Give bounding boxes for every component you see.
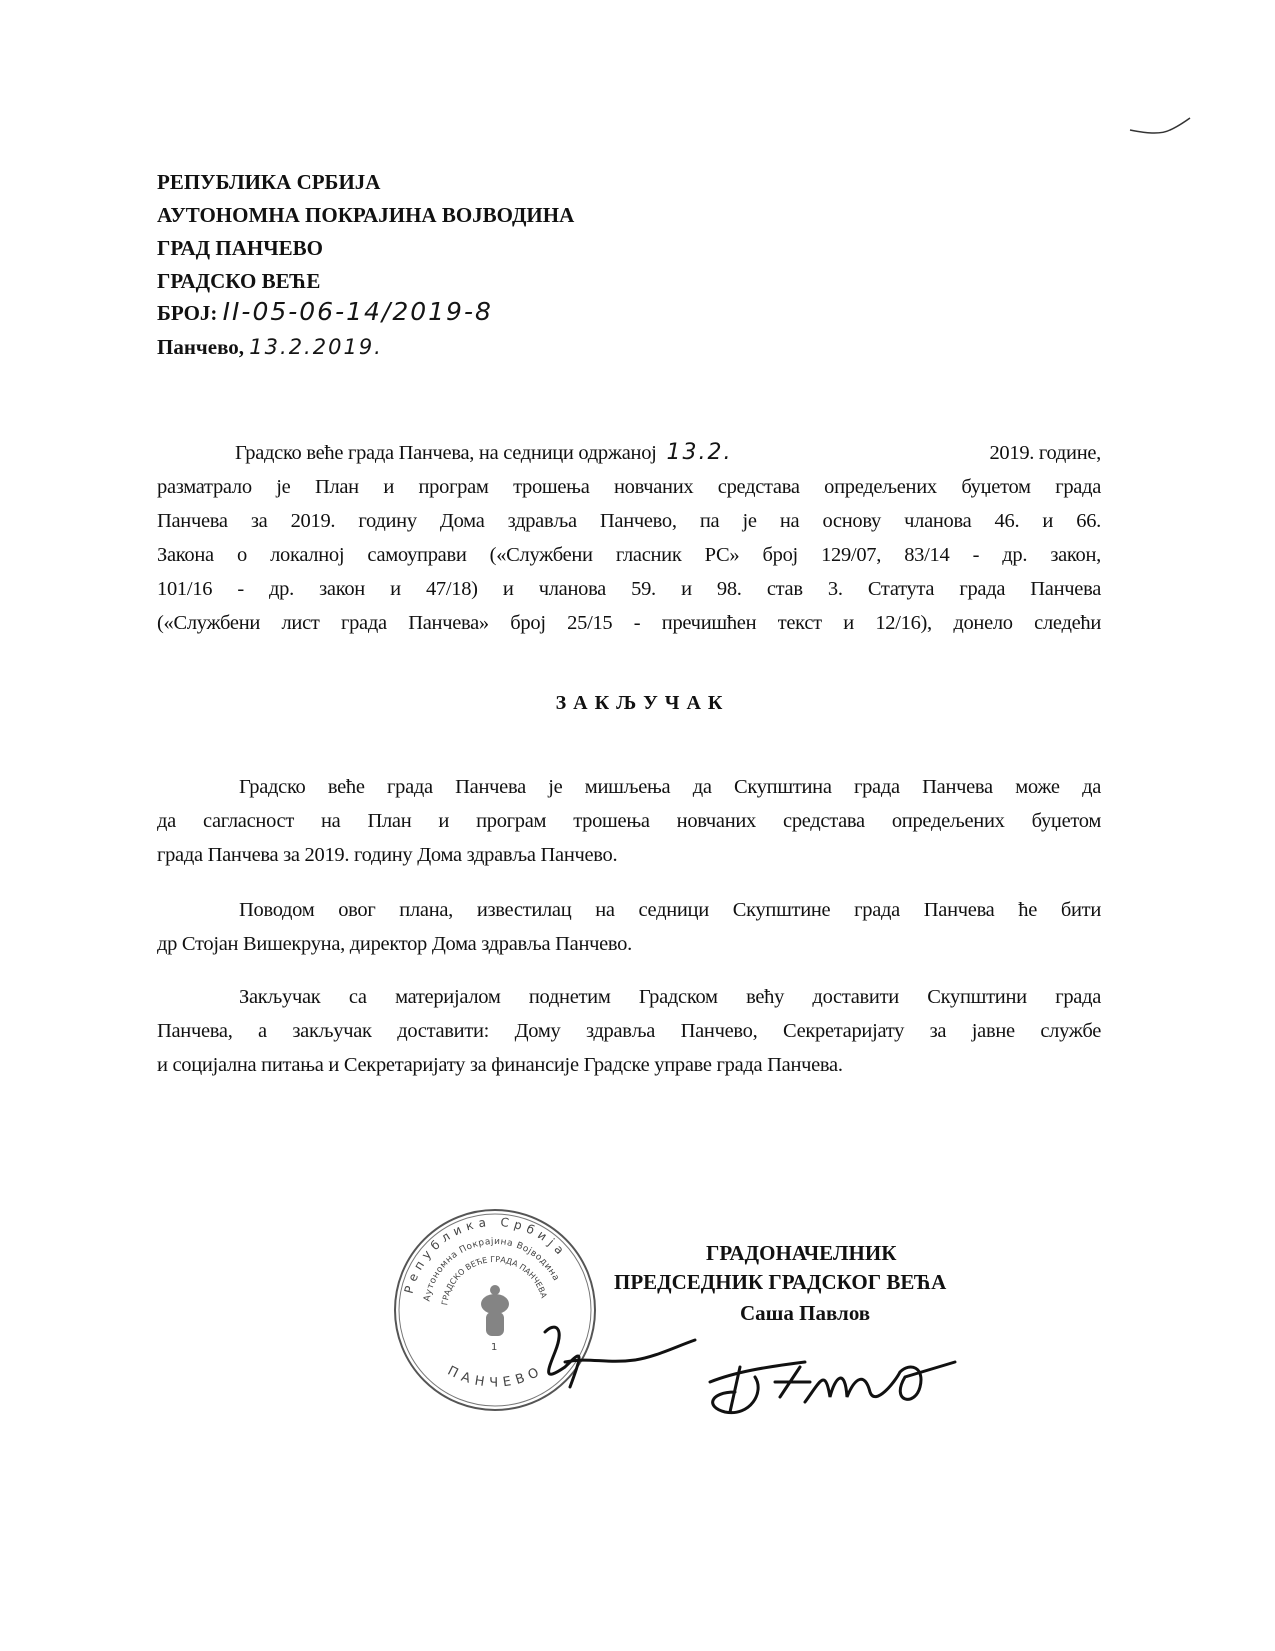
- paragraph-line: др Стојан Вишекруна, директор Дома здравља Панчево.: [157, 933, 632, 955]
- place-label: Панчево,: [157, 335, 245, 359]
- signature-name: Саша Павлов: [740, 1301, 871, 1325]
- header-republic: РЕПУБЛИКА СРБИЈА: [157, 170, 381, 194]
- signature-title-president: ПРЕДСЕДНИК ГРАДСКОГ ВЕЋА: [614, 1270, 947, 1294]
- header-council: ГРАДСКО ВЕЋЕ: [157, 269, 321, 293]
- stamp-middle-text: Аутономна Покрајина Војводина: [422, 1236, 561, 1303]
- svg-text:ПАНЧЕВО: [445, 1363, 545, 1390]
- paragraph-line: да сагласност на План и програм трошења новчаних средстава опредељених буџетом: [157, 810, 1101, 832]
- intro-line: Панчева за 2019. годину Дома здравља Панчево, па је на основу чланова 46. и 66.: [157, 510, 1101, 532]
- document-title: ЗАКЉУЧАК: [555, 692, 730, 714]
- stamp-outer-text: Република Србија: [401, 1214, 571, 1296]
- intro-line: («Службени лист града Панчева» број 25/15 - пречишћен текст и 12/16), донело следећи: [157, 612, 1101, 634]
- header-city: ГРАД ПАНЧЕВО: [157, 236, 323, 260]
- svg-text:Република Србија: [402, 1215, 570, 1295]
- number-handwritten: II-05-06-14/2019-8: [222, 297, 493, 326]
- conclusion-paragraph-1: [157, 770, 1101, 872]
- intro-text-year: 2019. године,: [989, 442, 1101, 464]
- number-label: БРОЈ:: [157, 301, 218, 325]
- conclusion-paragraph-2: [157, 893, 1101, 961]
- session-date-handwritten: 13.2.: [666, 440, 733, 465]
- coat-of-arms-icon: [481, 1285, 509, 1336]
- header-number: [157, 297, 493, 328]
- handwritten-signature: [535, 1322, 995, 1432]
- intro-line-1: [157, 436, 1101, 470]
- stamp-bottom-text: ПАНЧЕВО: [445, 1363, 546, 1391]
- intro-line: разматрало је План и програм трошења новчаних средстава опредељених буџетом града: [157, 476, 1101, 498]
- stamp-inner-text: ГРАДСКО ВЕЋЕ ГРАДА ПАНЧЕВА: [440, 1254, 549, 1306]
- stamp-number: 1: [491, 1342, 498, 1353]
- paragraph-line: Панчева, а закључак доставити: Дому здравља Панчево, Секретаријату за јавне службе: [157, 1020, 1101, 1042]
- scan-mark: [1125, 115, 1195, 145]
- paragraph-line: града Панчева за 2019. годину Дома здравља Панчево.: [157, 844, 618, 866]
- intro-text-start: Градско веће града Панчева, на седници одржаној: [235, 442, 657, 464]
- paragraph-line: Градско веће града Панчева је мишљења да Скупштина града Панчева може да: [239, 776, 1101, 798]
- signature-title-mayor: ГРАДОНАЧЕЛНИК: [706, 1241, 897, 1265]
- paragraph-line: Закључак са материјалом поднетим Градском већу доставити Скупштини града: [239, 986, 1101, 1008]
- intro-line: Закона о локалној самоуправи («Службени гласник РС» број 129/07, 83/14 - др. закон,: [157, 544, 1101, 566]
- header-province: АУТОНОМНА ПОКРАЈИНА ВОЈВОДИНА: [157, 203, 575, 227]
- intro-paragraph: [157, 436, 1101, 640]
- intro-line: 101/16 - др. закон и 47/18) и чланова 59. и 98. став 3. Статута града Панчева: [157, 578, 1101, 600]
- paragraph-line: Поводом овог плана, известилац на седници Скупштине града Панчева ће бити: [239, 899, 1101, 921]
- paragraph-line: и социјална питања и Секретаријату за финансије Градске управе града Панчева.: [157, 1054, 843, 1076]
- date-handwritten: 13.2.2019.: [249, 335, 383, 359]
- header-place-date: [157, 335, 383, 359]
- conclusion-paragraph-3: [157, 980, 1101, 1082]
